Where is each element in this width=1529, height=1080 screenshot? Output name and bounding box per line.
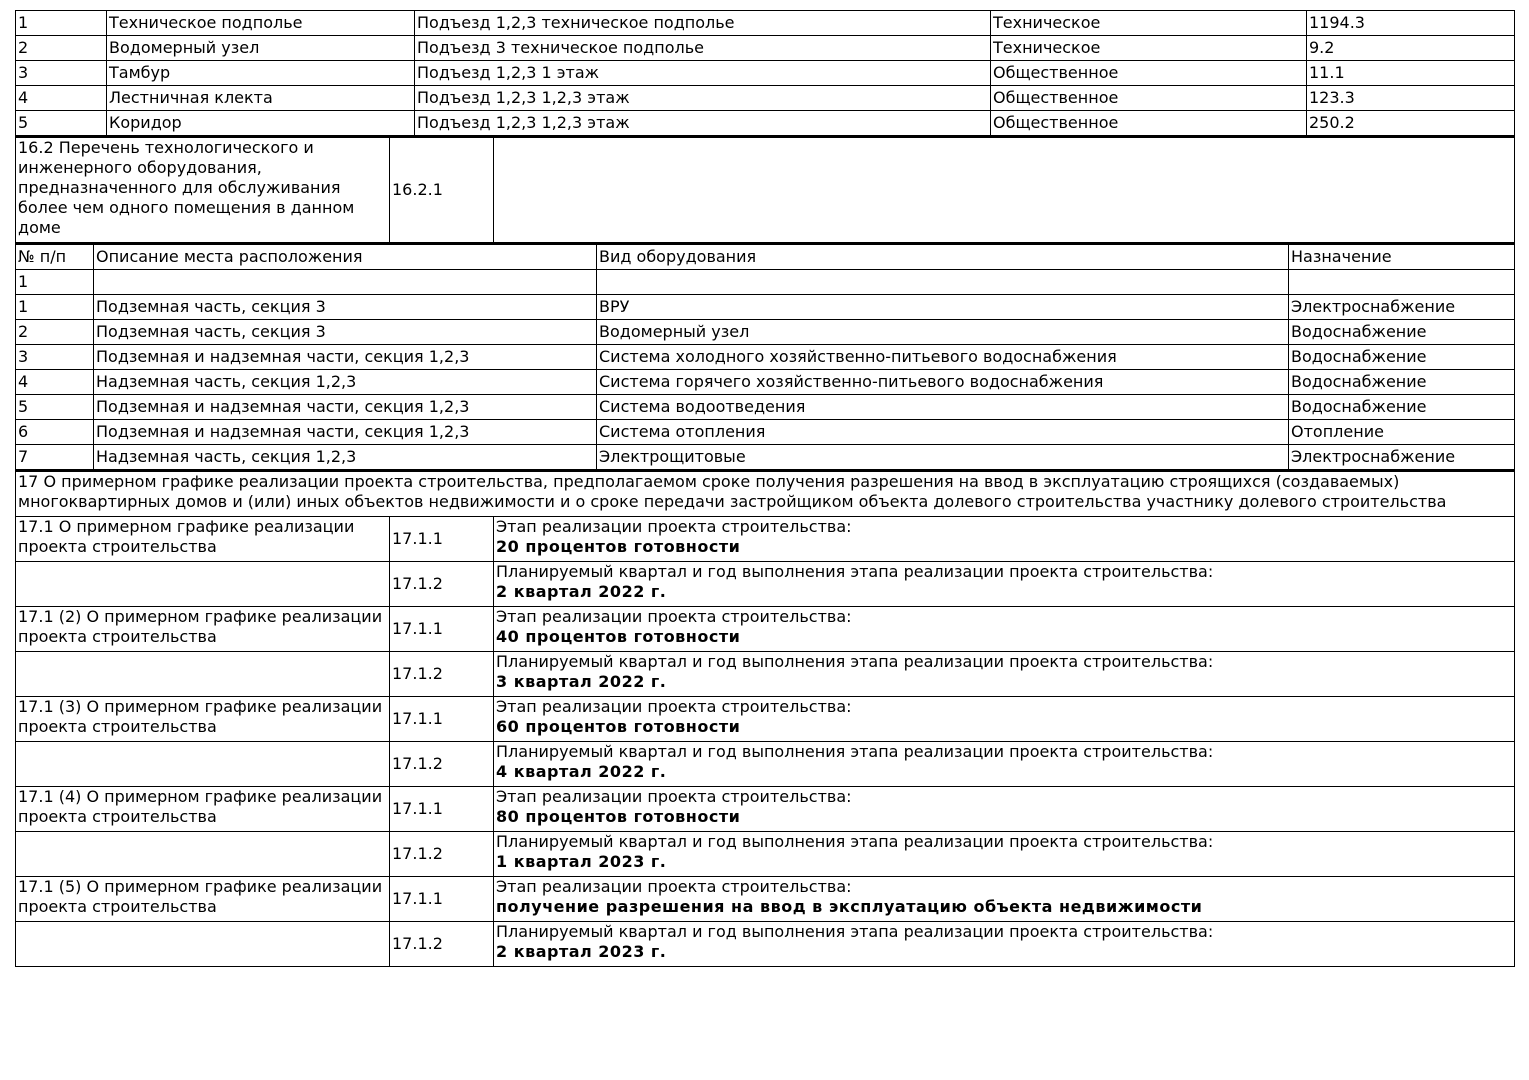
stage-detail — [494, 832, 1515, 877]
section-17-header-row — [16, 471, 1515, 517]
premise-location: Подъезд 3 техническое подполье — [415, 36, 991, 61]
table-header-row — [16, 244, 1515, 270]
equipment-type: Система отопления — [597, 420, 1289, 445]
stage-label: Этап реализации проекта строительства: — [496, 517, 852, 536]
stage-detail — [494, 742, 1515, 787]
header-location: Описание места расположения — [94, 244, 597, 270]
stage-label: Планируемый квартал и год выполнения этапа реализации проекта строительства: — [496, 562, 1214, 581]
equipment-num: 7 — [16, 445, 94, 470]
section-17-title: 17 О примерном графике реализации проекта строительства, предполагаемом сроке получения разрешения на ввод в эксплуатацию строящихся (создаваемых) многоквартирных домов и (или) иных объектов недвижимости и о сроке передачи застройщиком объекта долевого строительства участнику долевого строительства — [16, 471, 1515, 517]
stage-label: Этап реализации проекта строительства: — [496, 787, 852, 806]
stage-title: 17.1 (3) О примерном графике реализации проекта строительства — [16, 697, 390, 742]
premise-location: Подъезд 1,2,3 1,2,3 этаж — [415, 86, 991, 111]
stage-label: Этап реализации проекта строительства: — [496, 607, 852, 626]
stage-code: 17.1.2 — [390, 562, 494, 607]
stage-detail — [494, 787, 1515, 832]
stage-value: 1 квартал 2023 г. — [496, 852, 667, 871]
stage-title-empty — [16, 922, 390, 967]
premise-name: Водомерный узел — [107, 36, 415, 61]
equipment-purpose: Водоснабжение — [1289, 395, 1515, 420]
equipment-type: Система холодного хозяйственно-питьевого водоснабжения — [597, 345, 1289, 370]
stage-value: 80 процентов готовности — [496, 807, 741, 826]
stage-detail — [494, 922, 1515, 967]
premise-num: 2 — [16, 36, 107, 61]
stage-title: 17.1 (5) О примерном графике реализации проекта строительства — [16, 877, 390, 922]
document-page — [15, 10, 1514, 967]
table-row — [16, 370, 1515, 395]
stage-code: 17.1.2 — [390, 742, 494, 787]
table-row — [16, 11, 1515, 36]
equipment-type: ВРУ — [597, 295, 1289, 320]
equipment-location: Подземная и надземная части, секция 1,2,3 — [94, 345, 597, 370]
stage-value: 20 процентов готовности — [496, 537, 741, 556]
equipment-table — [15, 243, 1515, 470]
stage-code: 17.1.1 — [390, 787, 494, 832]
stage-code: 17.1.1 — [390, 517, 494, 562]
stage-label: Планируемый квартал и год выполнения этапа реализации проекта строительства: — [496, 832, 1214, 851]
stage-value: получение разрешения на ввод в эксплуатацию объекта недвижимости — [496, 897, 1203, 916]
premise-purpose: Общественное — [991, 111, 1307, 136]
equipment-type: Электрощитовые — [597, 445, 1289, 470]
equipment-num: 6 — [16, 420, 94, 445]
premise-purpose: Техническое — [991, 11, 1307, 36]
premise-num: 4 — [16, 86, 107, 111]
stage-label: Планируемый квартал и год выполнения этапа реализации проекта строительства: — [496, 652, 1214, 671]
stage-label: Планируемый квартал и год выполнения этапа реализации проекта строительства: — [496, 742, 1214, 761]
premise-purpose: Общественное — [991, 86, 1307, 111]
section-16-2-title: 16.2 Перечень технологического и инженерного оборудования, предназначенного для обслуживания более чем одного помещения в данном доме — [16, 137, 390, 243]
premise-location: Подъезд 1,2,3 1,2,3 этаж — [415, 111, 991, 136]
stage-code: 17.1.2 — [390, 652, 494, 697]
stage-row — [16, 607, 1515, 652]
stage-value: 2 квартал 2022 г. — [496, 582, 667, 601]
equipment-num: 4 — [16, 370, 94, 395]
premise-area: 11.1 — [1307, 61, 1515, 86]
equipment-num: 5 — [16, 395, 94, 420]
table-row — [16, 295, 1515, 320]
stage-detail — [494, 877, 1515, 922]
premises-table — [15, 10, 1515, 136]
table-row — [16, 420, 1515, 445]
stage-code: 17.1.1 — [390, 877, 494, 922]
premise-area: 9.2 — [1307, 36, 1515, 61]
equipment-purpose: Электроснабжение — [1289, 445, 1515, 470]
stage-detail — [494, 607, 1515, 652]
premise-name: Коридор — [107, 111, 415, 136]
equipment-purpose — [1289, 270, 1515, 295]
stage-row — [16, 697, 1515, 742]
equipment-location: Надземная часть, секция 1,2,3 — [94, 370, 597, 395]
section-16-2-value — [494, 137, 1515, 243]
stage-code: 17.1.1 — [390, 607, 494, 652]
stage-row — [16, 832, 1515, 877]
premise-location: Подъезд 1,2,3 техническое подполье — [415, 11, 991, 36]
equipment-purpose: Отопление — [1289, 420, 1515, 445]
premise-area: 123.3 — [1307, 86, 1515, 111]
equipment-location: Подземная и надземная части, секция 1,2,3 — [94, 395, 597, 420]
table-row — [16, 445, 1515, 470]
header-num: № п/п — [16, 244, 94, 270]
stage-row — [16, 922, 1515, 967]
table-row — [16, 320, 1515, 345]
stage-row — [16, 877, 1515, 922]
stage-value: 3 квартал 2022 г. — [496, 672, 667, 691]
premise-num: 3 — [16, 61, 107, 86]
stage-value: 40 процентов готовности — [496, 627, 741, 646]
premise-location: Подъезд 1,2,3 1 этаж — [415, 61, 991, 86]
stage-row — [16, 517, 1515, 562]
stage-title: 17.1 О примерном графике реализации проекта строительства — [16, 517, 390, 562]
stage-value: 2 квартал 2023 г. — [496, 942, 667, 961]
stage-detail — [494, 562, 1515, 607]
stage-row — [16, 742, 1515, 787]
equipment-num: 1 — [16, 295, 94, 320]
premise-area: 250.2 — [1307, 111, 1515, 136]
equipment-type — [597, 270, 1289, 295]
premise-area: 1194.3 — [1307, 11, 1515, 36]
premise-num: 1 — [16, 11, 107, 36]
table-row — [16, 111, 1515, 136]
stage-title: 17.1 (2) О примерном графике реализации проекта строительства — [16, 607, 390, 652]
table-row — [16, 395, 1515, 420]
table-row — [16, 61, 1515, 86]
stage-code: 17.1.1 — [390, 697, 494, 742]
stage-title-empty — [16, 562, 390, 607]
stage-value: 4 квартал 2022 г. — [496, 762, 667, 781]
stage-label: Этап реализации проекта строительства: — [496, 877, 852, 896]
equipment-purpose: Водоснабжение — [1289, 370, 1515, 395]
stage-code: 17.1.2 — [390, 832, 494, 877]
stage-title-empty — [16, 652, 390, 697]
stage-row — [16, 562, 1515, 607]
table-row — [16, 36, 1515, 61]
equipment-location: Подземная часть, секция 3 — [94, 320, 597, 345]
stage-row — [16, 787, 1515, 832]
stage-title-empty — [16, 832, 390, 877]
section-16-2-table — [15, 136, 1515, 243]
equipment-num: 2 — [16, 320, 94, 345]
premise-purpose: Техническое — [991, 36, 1307, 61]
premise-name: Лестничная клекта — [107, 86, 415, 111]
stage-label: Планируемый квартал и год выполнения этапа реализации проекта строительства: — [496, 922, 1214, 941]
table-row — [16, 345, 1515, 370]
premise-num: 5 — [16, 111, 107, 136]
equipment-purpose: Водоснабжение — [1289, 345, 1515, 370]
header-type: Вид оборудования — [597, 244, 1289, 270]
equipment-location — [94, 270, 597, 295]
premise-name: Тамбур — [107, 61, 415, 86]
table-row — [16, 137, 1515, 243]
stage-detail — [494, 517, 1515, 562]
stage-label: Этап реализации проекта строительства: — [496, 697, 852, 716]
table-row — [16, 270, 1515, 295]
premise-name: Техническое подполье — [107, 11, 415, 36]
stage-code: 17.1.2 — [390, 922, 494, 967]
stage-row — [16, 652, 1515, 697]
equipment-location: Надземная часть, секция 1,2,3 — [94, 445, 597, 470]
equipment-location: Подземная часть, секция 3 — [94, 295, 597, 320]
equipment-num: 3 — [16, 345, 94, 370]
section-17-table — [15, 470, 1515, 967]
equipment-type: Водомерный узел — [597, 320, 1289, 345]
equipment-location: Подземная и надземная части, секция 1,2,3 — [94, 420, 597, 445]
stage-title: 17.1 (4) О примерном графике реализации проекта строительства — [16, 787, 390, 832]
stage-detail — [494, 652, 1515, 697]
equipment-num: 1 — [16, 270, 94, 295]
table-row — [16, 86, 1515, 111]
equipment-type: Система горячего хозяйственно-питьевого водоснабжения — [597, 370, 1289, 395]
equipment-purpose: Электроснабжение — [1289, 295, 1515, 320]
equipment-type: Система водоотведения — [597, 395, 1289, 420]
stage-detail — [494, 697, 1515, 742]
header-purpose: Назначение — [1289, 244, 1515, 270]
premise-purpose: Общественное — [991, 61, 1307, 86]
stage-value: 60 процентов готовности — [496, 717, 741, 736]
equipment-purpose: Водоснабжение — [1289, 320, 1515, 345]
stage-title-empty — [16, 742, 390, 787]
section-16-2-code: 16.2.1 — [390, 137, 494, 243]
